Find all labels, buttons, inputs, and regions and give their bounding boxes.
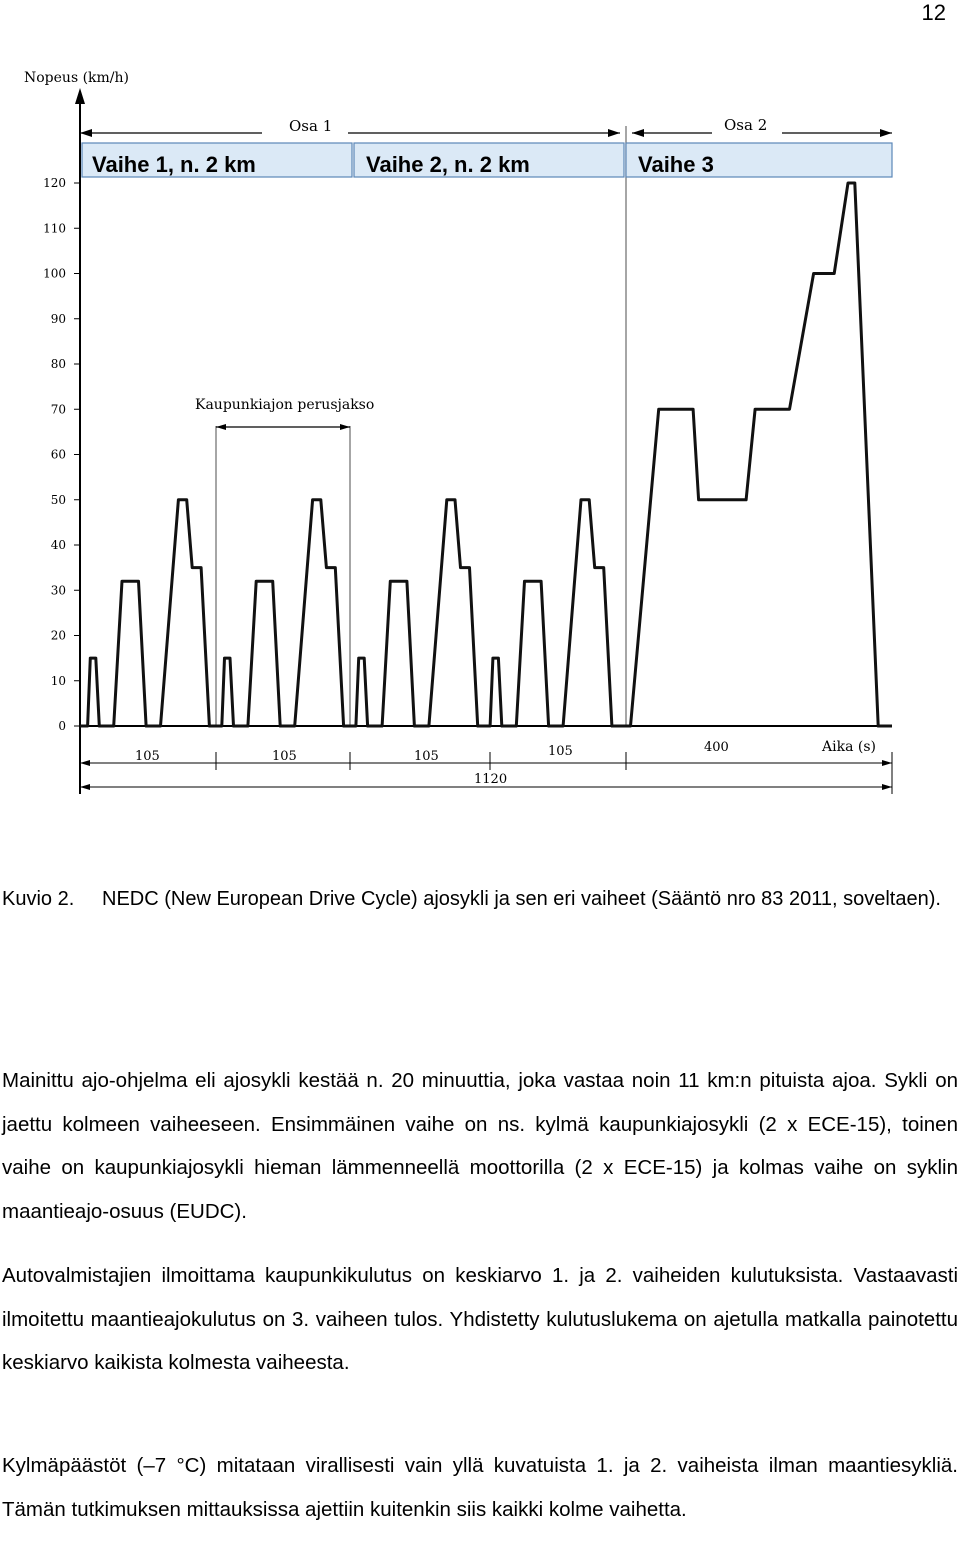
- y-tick-label: 80: [50, 357, 66, 371]
- y-tick-label: 50: [50, 492, 66, 507]
- page-number: 12: [921, 0, 946, 25]
- y-tick-label: 30: [50, 583, 66, 598]
- urban-base-cycle-label: Kaupunkiajon perusjakso: [195, 397, 375, 413]
- phase-1-label: Vaihe 1, n. 2 km: [92, 152, 256, 177]
- segment-4-duration: 105: [548, 744, 573, 759]
- speed-profile-line: [80, 183, 892, 726]
- y-tick-label: 0: [58, 719, 66, 733]
- y-tick-label: 20: [50, 628, 66, 643]
- y-axis-arrow-icon: [75, 88, 85, 104]
- y-tick-label: 110: [43, 221, 66, 236]
- y-axis-label: Nopeus (km/h): [24, 70, 129, 86]
- phase-2-label: Vaihe 2, n. 2 km: [366, 152, 530, 177]
- caption-label: Kuvio 2.: [2, 888, 75, 910]
- paragraph-2: Autovalmistajien ilmoittama kaupunkikulutus on keskiarvo 1. ja 2. vaiheiden kulutuksista. Vastaavasti ilmoitettu maantieajokulutus on 3. vaiheen tulos. Yhdistetty kulutuslukema on ajetulla matkalla painotettu keskiarvo kaikista kolmesta vaiheesta.: [2, 1264, 958, 1374]
- part-1-label: Osa 1: [289, 117, 333, 135]
- segment-1-duration: 105: [135, 749, 160, 764]
- phase-3-label: Vaihe 3: [638, 152, 714, 177]
- y-tick-label: 60: [50, 447, 66, 462]
- part-2-label: Osa 2: [724, 116, 768, 134]
- y-tick-label: 120: [43, 176, 66, 190]
- segment-2-duration: 105: [272, 749, 297, 764]
- y-tick-label: 10: [50, 673, 66, 688]
- segment-5-duration: 400: [704, 740, 729, 755]
- y-tick-label: 100: [43, 266, 66, 281]
- urban-base-cycle-bracket: [216, 424, 350, 726]
- paragraph-3: Kylmäpäästöt (–7 °C) mitataan virallisesti vain yllä kuvatuista 1. ja 2. vaiheista ilman maantiesykliä. Tämän tutkimuksen mittauksissa ajettiin kuitenkin siis kaikki kolme vaihetta.: [2, 1454, 958, 1521]
- x-axis-label: Aika (s): [822, 739, 876, 755]
- y-tick-label: 90: [50, 311, 66, 326]
- caption-text: NEDC (New European Drive Cycle) ajosykli ja sen eri vaiheet (Sääntö nro 83 2011, soveltaen).: [102, 888, 941, 910]
- total-duration: 1120: [474, 772, 508, 787]
- segment-3-duration: 105: [414, 749, 439, 764]
- y-tick-label: 70: [50, 402, 66, 417]
- paragraph-1: Mainittu ajo-ohjelma eli ajosykli kestää n. 20 minuuttia, joka vastaa noin 11 km:n pituista ajoa. Sykli on jaettu kolmeen vaiheeseen. Ensimmäinen vaihe on ns. kylmä kaupunkiajosykli (2 x ECE-15), toinen vaihe on kaupunkiajosykli hieman lämmenneellä moottorilla (2 x ECE-15) ja kolmas vaihe on syklin maantieajo-osuus (EUDC).: [2, 1069, 958, 1223]
- y-tick-label: 40: [50, 538, 66, 552]
